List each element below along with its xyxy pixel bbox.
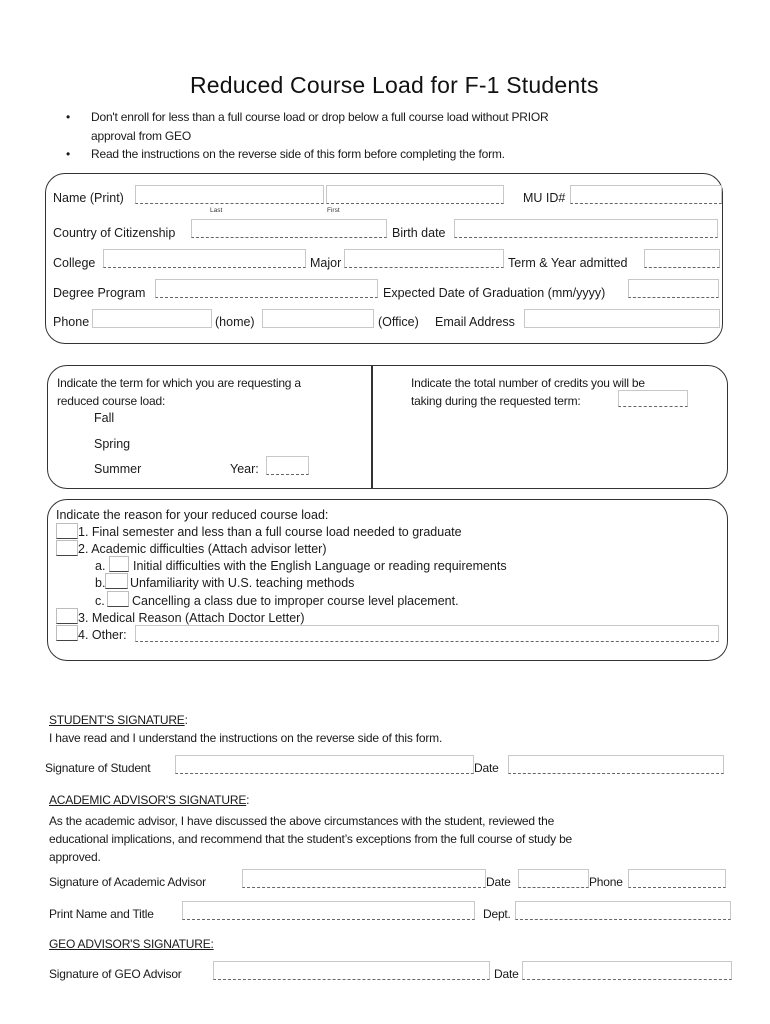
birthdate-label: Birth date [392, 226, 446, 240]
student-date-label: Date [474, 761, 499, 775]
advisor-date-label: Date [486, 875, 511, 889]
muid-label: MU ID# [523, 191, 566, 205]
advisor-statement: educational implications, and recommend that the student’s exceptions from the full course of study be [49, 832, 573, 846]
term-option-summer[interactable]: Summer [94, 462, 142, 476]
reason-2c-checkbox[interactable] [107, 591, 129, 607]
credits-prompt: taking during the requested term: [411, 394, 581, 408]
reason-2c-label: Cancelling a class due to improper course level placement. [132, 594, 459, 608]
muid-field[interactable] [570, 185, 722, 204]
dept-field[interactable] [515, 901, 731, 920]
advisor-signature-label: Signature of Academic Advisor [49, 875, 206, 889]
major-label: Major [310, 256, 342, 270]
email-field[interactable] [524, 309, 720, 328]
reason-prompt: Indicate the reason for your reduced course load: [56, 508, 329, 522]
office-label: (Office) [378, 315, 419, 329]
last-caption: Last [210, 207, 223, 214]
advisor-date-field[interactable] [518, 869, 589, 888]
credits-prompt: Indicate the total number of credits you will be [411, 376, 645, 390]
term-option-fall[interactable]: Fall [94, 411, 115, 425]
advisor-phone-field[interactable] [628, 869, 726, 888]
advisor-statement: As the academic advisor, I have discussed the above circumstances with the student, reviewed the [49, 814, 555, 828]
geo-signature-label: Signature of GEO Advisor [49, 967, 182, 981]
reason-4-label: 4. Other: [78, 628, 127, 642]
print-name-field[interactable] [182, 901, 475, 920]
geo-signature-field[interactable] [213, 961, 490, 980]
term-prompt: Indicate the term for which you are requesting a [57, 376, 301, 390]
term-option-spring[interactable]: Spring [94, 437, 131, 451]
country-label: Country of Citizenship [53, 226, 176, 240]
reason-1-checkbox[interactable] [56, 523, 78, 539]
reason-2b-label: Unfamiliarity with U.S. teaching methods [130, 576, 355, 590]
geo-date-label: Date [494, 967, 519, 981]
major-field[interactable] [344, 249, 504, 268]
sub-letter-a: a. [95, 559, 106, 573]
print-name-label: Print Name and Title [49, 907, 154, 921]
page-title: Reduced Course Load for F-1 Students [190, 72, 599, 98]
student-signature-field[interactable] [175, 755, 474, 774]
reason-2b-checkbox[interactable] [105, 573, 128, 589]
home-label: (home) [215, 315, 255, 329]
student-signature-label: Signature of Student [45, 761, 151, 775]
advisor-statement: approved. [49, 850, 101, 864]
home-phone-field[interactable] [92, 309, 212, 328]
sub-letter-c: c. [95, 594, 105, 608]
reason-2a-label: Initial difficulties with the English Language or reading requirements [133, 559, 507, 573]
advisor-signature-heading: ACADEMIC ADVISOR'S SIGNATURE: [49, 793, 250, 807]
term-year-label: Term & Year admitted [508, 256, 628, 270]
reason-2-checkbox[interactable] [56, 540, 78, 556]
grad-date-field[interactable] [628, 279, 719, 298]
phone-label: Phone [53, 315, 90, 329]
bullet-icon: • [66, 147, 71, 161]
last-name-field[interactable] [135, 185, 324, 204]
reason-1-label: 1. Final semester and less than a full course load needed to graduate [78, 525, 462, 539]
reason-3-label: 3. Medical Reason (Attach Doctor Letter) [78, 611, 305, 625]
first-caption: First [327, 207, 340, 214]
reason-2a-checkbox[interactable] [109, 556, 129, 572]
reason-3-checkbox[interactable] [56, 608, 78, 624]
other-reason-field[interactable] [135, 625, 719, 642]
bullet-icon: • [66, 110, 71, 124]
birthdate-field[interactable] [454, 219, 718, 238]
office-phone-field[interactable] [262, 309, 374, 328]
instruction-line: Read the instructions on the reverse side of this form before completing the form. [91, 147, 505, 161]
term-divider [371, 366, 373, 488]
student-signature-heading: STUDENT'S SIGNATURE: [49, 713, 188, 727]
advisor-phone-label: Phone [589, 875, 623, 889]
grad-date-label: Expected Date of Graduation (mm/yyyy) [383, 286, 606, 300]
year-field[interactable] [266, 456, 309, 475]
first-name-field[interactable] [326, 185, 504, 204]
instruction-line: approval from GEO [91, 129, 191, 143]
geo-signature-heading: GEO ADVISOR'S SIGNATURE: [49, 937, 214, 951]
student-statement: I have read and I understand the instructions on the reverse side of this form. [49, 731, 443, 745]
sub-letter-b: b. [95, 576, 106, 590]
year-label: Year: [230, 462, 259, 476]
degree-label: Degree Program [53, 286, 146, 300]
geo-date-field[interactable] [522, 961, 732, 980]
name-label: Name (Print) [53, 191, 124, 205]
advisor-signature-field[interactable] [242, 869, 486, 888]
email-label: Email Address [435, 315, 515, 329]
college-label: College [53, 256, 96, 270]
reason-4-checkbox[interactable] [56, 625, 78, 641]
credits-field[interactable] [618, 390, 688, 407]
reason-2-label: 2. Academic difficulties (Attach advisor letter) [78, 542, 327, 556]
term-prompt: reduced course load: [57, 394, 166, 408]
term-year-field[interactable] [644, 249, 720, 268]
degree-field[interactable] [155, 279, 378, 298]
country-field[interactable] [191, 219, 387, 238]
instruction-line: Don't enroll for less than a full course load or drop below a full course load without PRIOR [91, 110, 549, 124]
student-date-field[interactable] [508, 755, 724, 774]
dept-label: Dept. [483, 907, 511, 921]
college-field[interactable] [103, 249, 306, 268]
